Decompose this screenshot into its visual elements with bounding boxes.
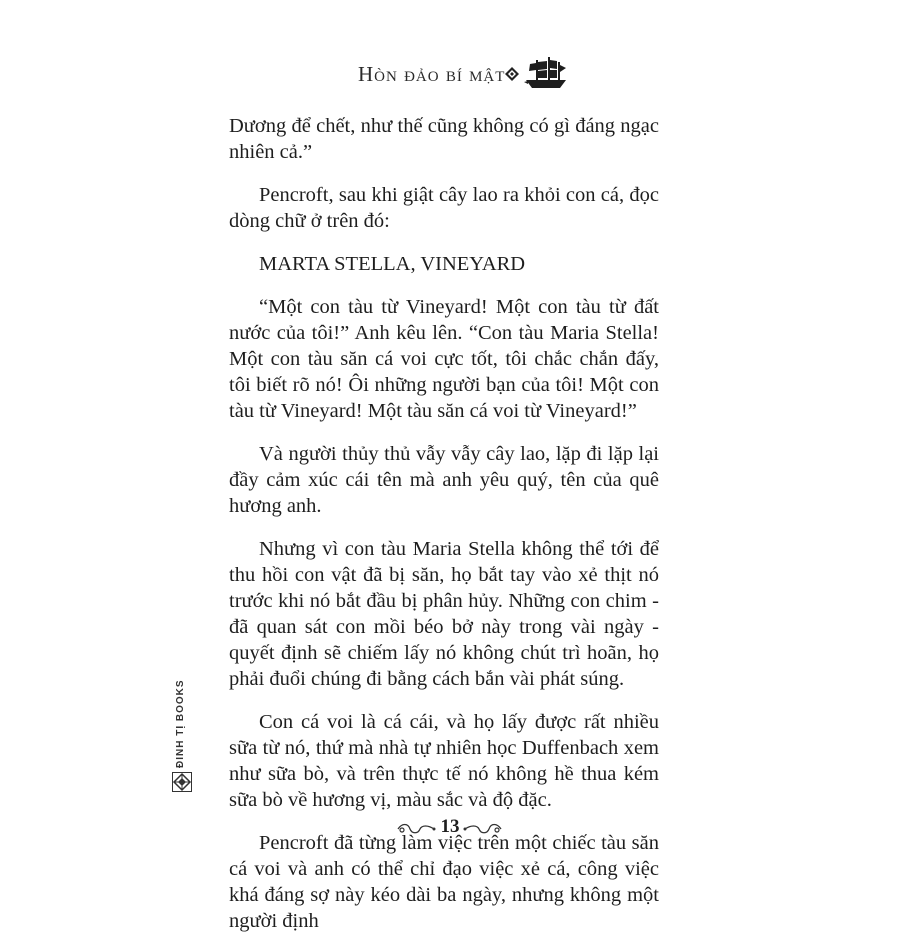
flourish-ornament-left-icon	[396, 821, 436, 837]
page-footer	[0, 818, 900, 842]
publisher-name: ĐINH TỊ BOOKS	[175, 679, 186, 768]
paragraph-7: Con cá voi là cá cái, và họ lấy được rất nhiều sữa từ nó, thứ mà nhà tự nhiên học Duffenbach xem như sữa bò, và trên thực tế nó không hề thua kém sữa bò về hương vị, màu sắc và độ đặc.	[229, 711, 659, 811]
paragraph-1: Dương để chết, như thế cũng không có gì đáng ngạc nhiên cả.”	[229, 115, 659, 163]
publisher-logo-icon	[172, 772, 192, 792]
paragraph-5: Và người thủy thủ vẫy vẫy cây lao, lặp đi lặp lại đầy cảm xúc cái tên mà anh yêu quý, tên của quê hương anh.	[229, 443, 659, 517]
paragraph-3-inscription: MARTA STELLA, VINEYARD	[259, 253, 526, 275]
paragraph-6: Nhưng vì con tàu Maria Stella không thể tới để thu hồi con vật đã bị săn, họ bắt tay vào xẻ thịt nó trước khi nó bắt đầu bị phân hủy. Những con chim - đã quan sát con mồi béo bở này trong vài ngày - quyết định sẽ chiếm lấy nó không chút trì hoãn, họ phải đuổi chúng đi bằng cách bắn vài phát súng.	[229, 538, 659, 690]
page-body-text	[229, 113, 659, 934]
paragraph-2: Pencroft, sau khi giật cây lao ra khỏi con cá, đọc dòng chữ ở trên đó:	[229, 184, 659, 232]
book-title	[358, 62, 505, 87]
paragraph-8: Pencroft đã từng làm việc trên một chiếc tàu săn cá voi và anh có thể chỉ đạo việc xẻ cá, công việc khá đáng sợ này kéo dài ba ngày, nhưng không một người định	[229, 832, 659, 932]
paragraph-4: “Một con tàu từ Vineyard! Một con tàu từ đất nước của tôi!” Anh kêu lên. “Con tàu Maria Stella! Một con tàu săn cá voi cực tốt, tôi chắc chắn đấy, tôi biết rõ nó! Ôi những người bạn của tôi! Một con tàu từ Vineyard! Một tàu săn cá voi từ Vineyard!”	[229, 296, 659, 422]
diamond-icon	[505, 67, 519, 81]
book-title-text: Hòn đảo bí mật	[358, 62, 506, 86]
running-header	[0, 56, 900, 96]
page-number: 13	[440, 816, 460, 837]
flourish-ornament-right-icon	[463, 821, 503, 837]
ship-icon	[524, 56, 568, 90]
